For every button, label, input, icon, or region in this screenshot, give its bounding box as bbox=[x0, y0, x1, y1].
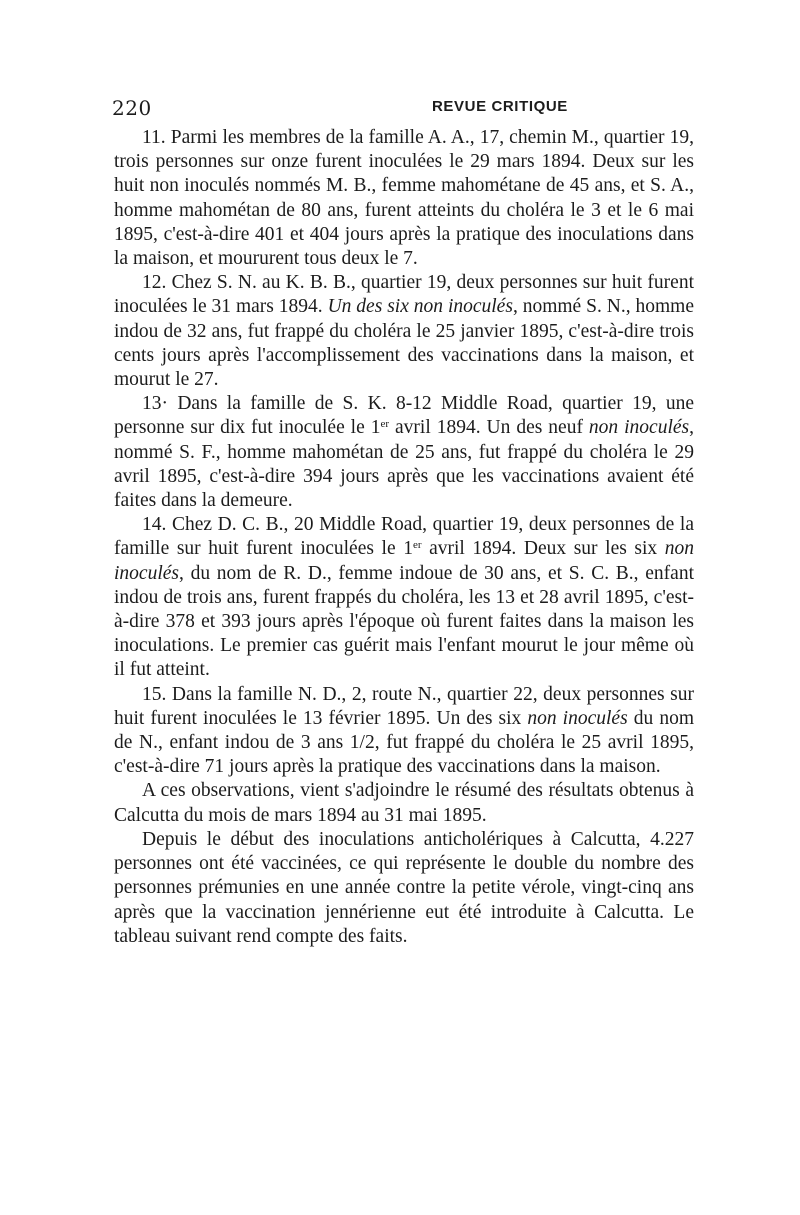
text-run: , du nom de R. D., femme indoue de 30 ans, et S. C. B., enfant indou de trois ans, furent frappés du choléra, les 13 et 28 avril 1895, c'est-à-dire 378 et 393 jours après l'époque où furent faites dans la maison les inoculations. Le premier cas guérit mais l'enfant mourut le jour même où il fut atteint. bbox=[114, 562, 694, 681]
italic-text: non inoculés bbox=[114, 538, 694, 584]
superscript: er bbox=[412, 539, 422, 552]
running-title: REVUE CRITIQUE bbox=[432, 98, 568, 115]
paragraph-16: A ces observations, vient s'adjoindre le résumé des résultats obtenus à Calcutta du mois de mars 1894 au 31 mai 1895. bbox=[114, 780, 694, 826]
text-run: 15. Dans la famille N. D., 2, route N., quartier 22, deux personnes sur huit furent inoculées le 13 février 1895. Un des six bbox=[114, 683, 694, 729]
italic-text: non inoculés bbox=[588, 417, 690, 439]
superscript: er bbox=[380, 418, 390, 431]
text-run: 12. Chez S. N. au K. B. B., quartier 19, deux personnes sur huit furent inoculées le 31 mars 1894. bbox=[114, 272, 694, 318]
paragraph-13 bbox=[114, 392, 694, 513]
text-run: avril 1894. Un des neuf bbox=[389, 417, 589, 439]
text-run: 13· Dans la famille de S. K. 8-12 Middle Road, quartier 19, une personne sur dix fut inoculée le 1 bbox=[114, 393, 694, 439]
text-run: , nommé S. N., homme indou de 32 ans, fut frappé du choléra le 25 janvier 1895, c'est-à-dire trois cents jours après l'accomplissement des vaccinations dans la maison, et mourut le 27. bbox=[114, 296, 694, 391]
paragraph-12 bbox=[114, 271, 694, 392]
text-run: 14. Chez D. C. B., 20 Middle Road, quartier 19, deux personnes de la famille sur huit furent inoculées le 1 bbox=[114, 514, 694, 560]
text-run: avril 1894. Deux sur les six bbox=[421, 538, 665, 560]
body-text bbox=[114, 126, 694, 949]
italic-text: non inoculés bbox=[527, 707, 628, 729]
paragraph-15 bbox=[114, 683, 694, 780]
text-run: , nommé S. F., homme mahométan de 25 ans, fut frappé du choléra le 29 avril 1895, c'est-à-dire 394 jours après que les vaccinations avaient été faites dans la demeure. bbox=[114, 417, 694, 512]
paragraph-11: 11. Parmi les membres de la famille A. A., 17, chemin M., quartier 19, trois personnes sur onze furent inoculées le 29 mars 1894. Deux sur les huit non inoculés nommés M. B., femme mahométane de 45 ans, et S. A., homme mahométan de 80 ans, furent atteints du choléra le 3 et le 6 mai 1895, c'est-à-dire 401 et 404 jours après la pratique des inoculations dans la maison, et moururent tous deux le 7. bbox=[114, 127, 694, 270]
italic-text: Un des six non inoculés bbox=[327, 296, 513, 318]
page-header bbox=[112, 96, 692, 120]
page-number: 220 bbox=[112, 96, 152, 120]
paragraph-14 bbox=[114, 513, 694, 682]
text-run: du nom de N., enfant indou de 3 ans 1/2, fut frappé du choléra le 25 avril 1895, c'est-à-dire 71 jours après la pratique des vaccinations dans la maison. bbox=[114, 707, 695, 778]
paragraph-17: Depuis le début des inoculations anticholériques à Calcutta, 4.227 personnes ont été vaccinées, ce qui représente le double du nombre des personnes prémunies en une année contre la petite vérole, vingt-cinq ans après que la vaccination jennérienne eut été introduite à Calcutta. Le tableau suivant rend compte des faits. bbox=[114, 828, 694, 947]
